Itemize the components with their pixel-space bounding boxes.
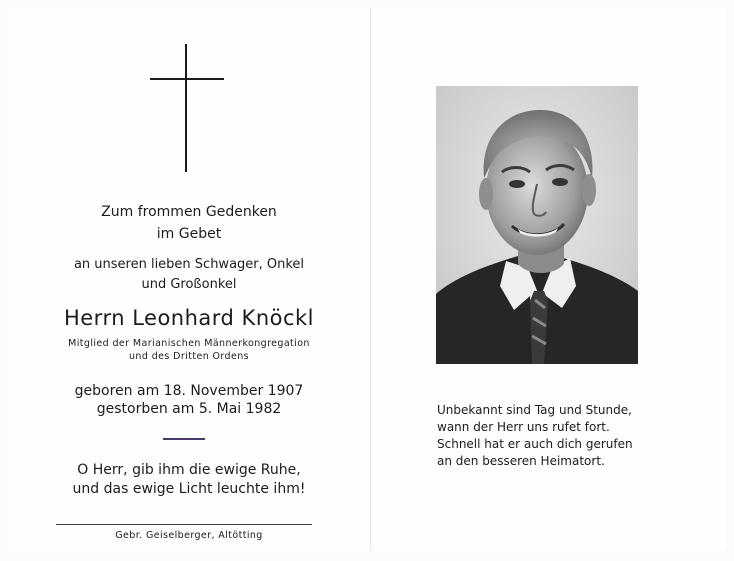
relation-line-2: und Großonkel	[141, 277, 237, 292]
prayer-line-2: und das ewige Licht leuchte ihm!	[72, 481, 306, 497]
verse-block	[437, 402, 633, 470]
dedication-line-2: im Gebet	[156, 226, 222, 242]
birth-date: geboren am 18. November 1907	[74, 383, 304, 399]
ornament-divider	[163, 438, 205, 440]
latin-cross-icon	[150, 44, 224, 172]
membership-line-1: Mitglied der Marianischen Männerkongregation	[68, 338, 310, 349]
verse-line-4: an den besseren Heimatort.	[437, 454, 605, 468]
relation-line-1: an unseren lieben Schwager, Onkel	[73, 257, 305, 272]
prayer-line-1: O Herr, gib ihm die ewige Ruhe,	[77, 462, 301, 478]
dedication-line-1: Zum frommen Gedenken	[101, 204, 277, 220]
portrait-photo	[436, 86, 638, 364]
deceased-name: Herrn Leonhard Knöckl	[63, 306, 315, 330]
death-date: gestorben am 5. Mai 1982	[96, 401, 282, 417]
verse-line-3: Schnell hat er auch dich gerufen	[437, 437, 633, 451]
footer-rule	[56, 524, 312, 525]
publisher-imprint: Gebr. Geiselberger, Altötting	[115, 530, 263, 541]
membership-line-2: und des Dritten Ordens	[129, 351, 249, 362]
verse-line-2: wann der Herr uns rufet fort.	[437, 420, 610, 434]
verse-line-1: Unbekannt sind Tag und Stunde,	[437, 403, 632, 417]
